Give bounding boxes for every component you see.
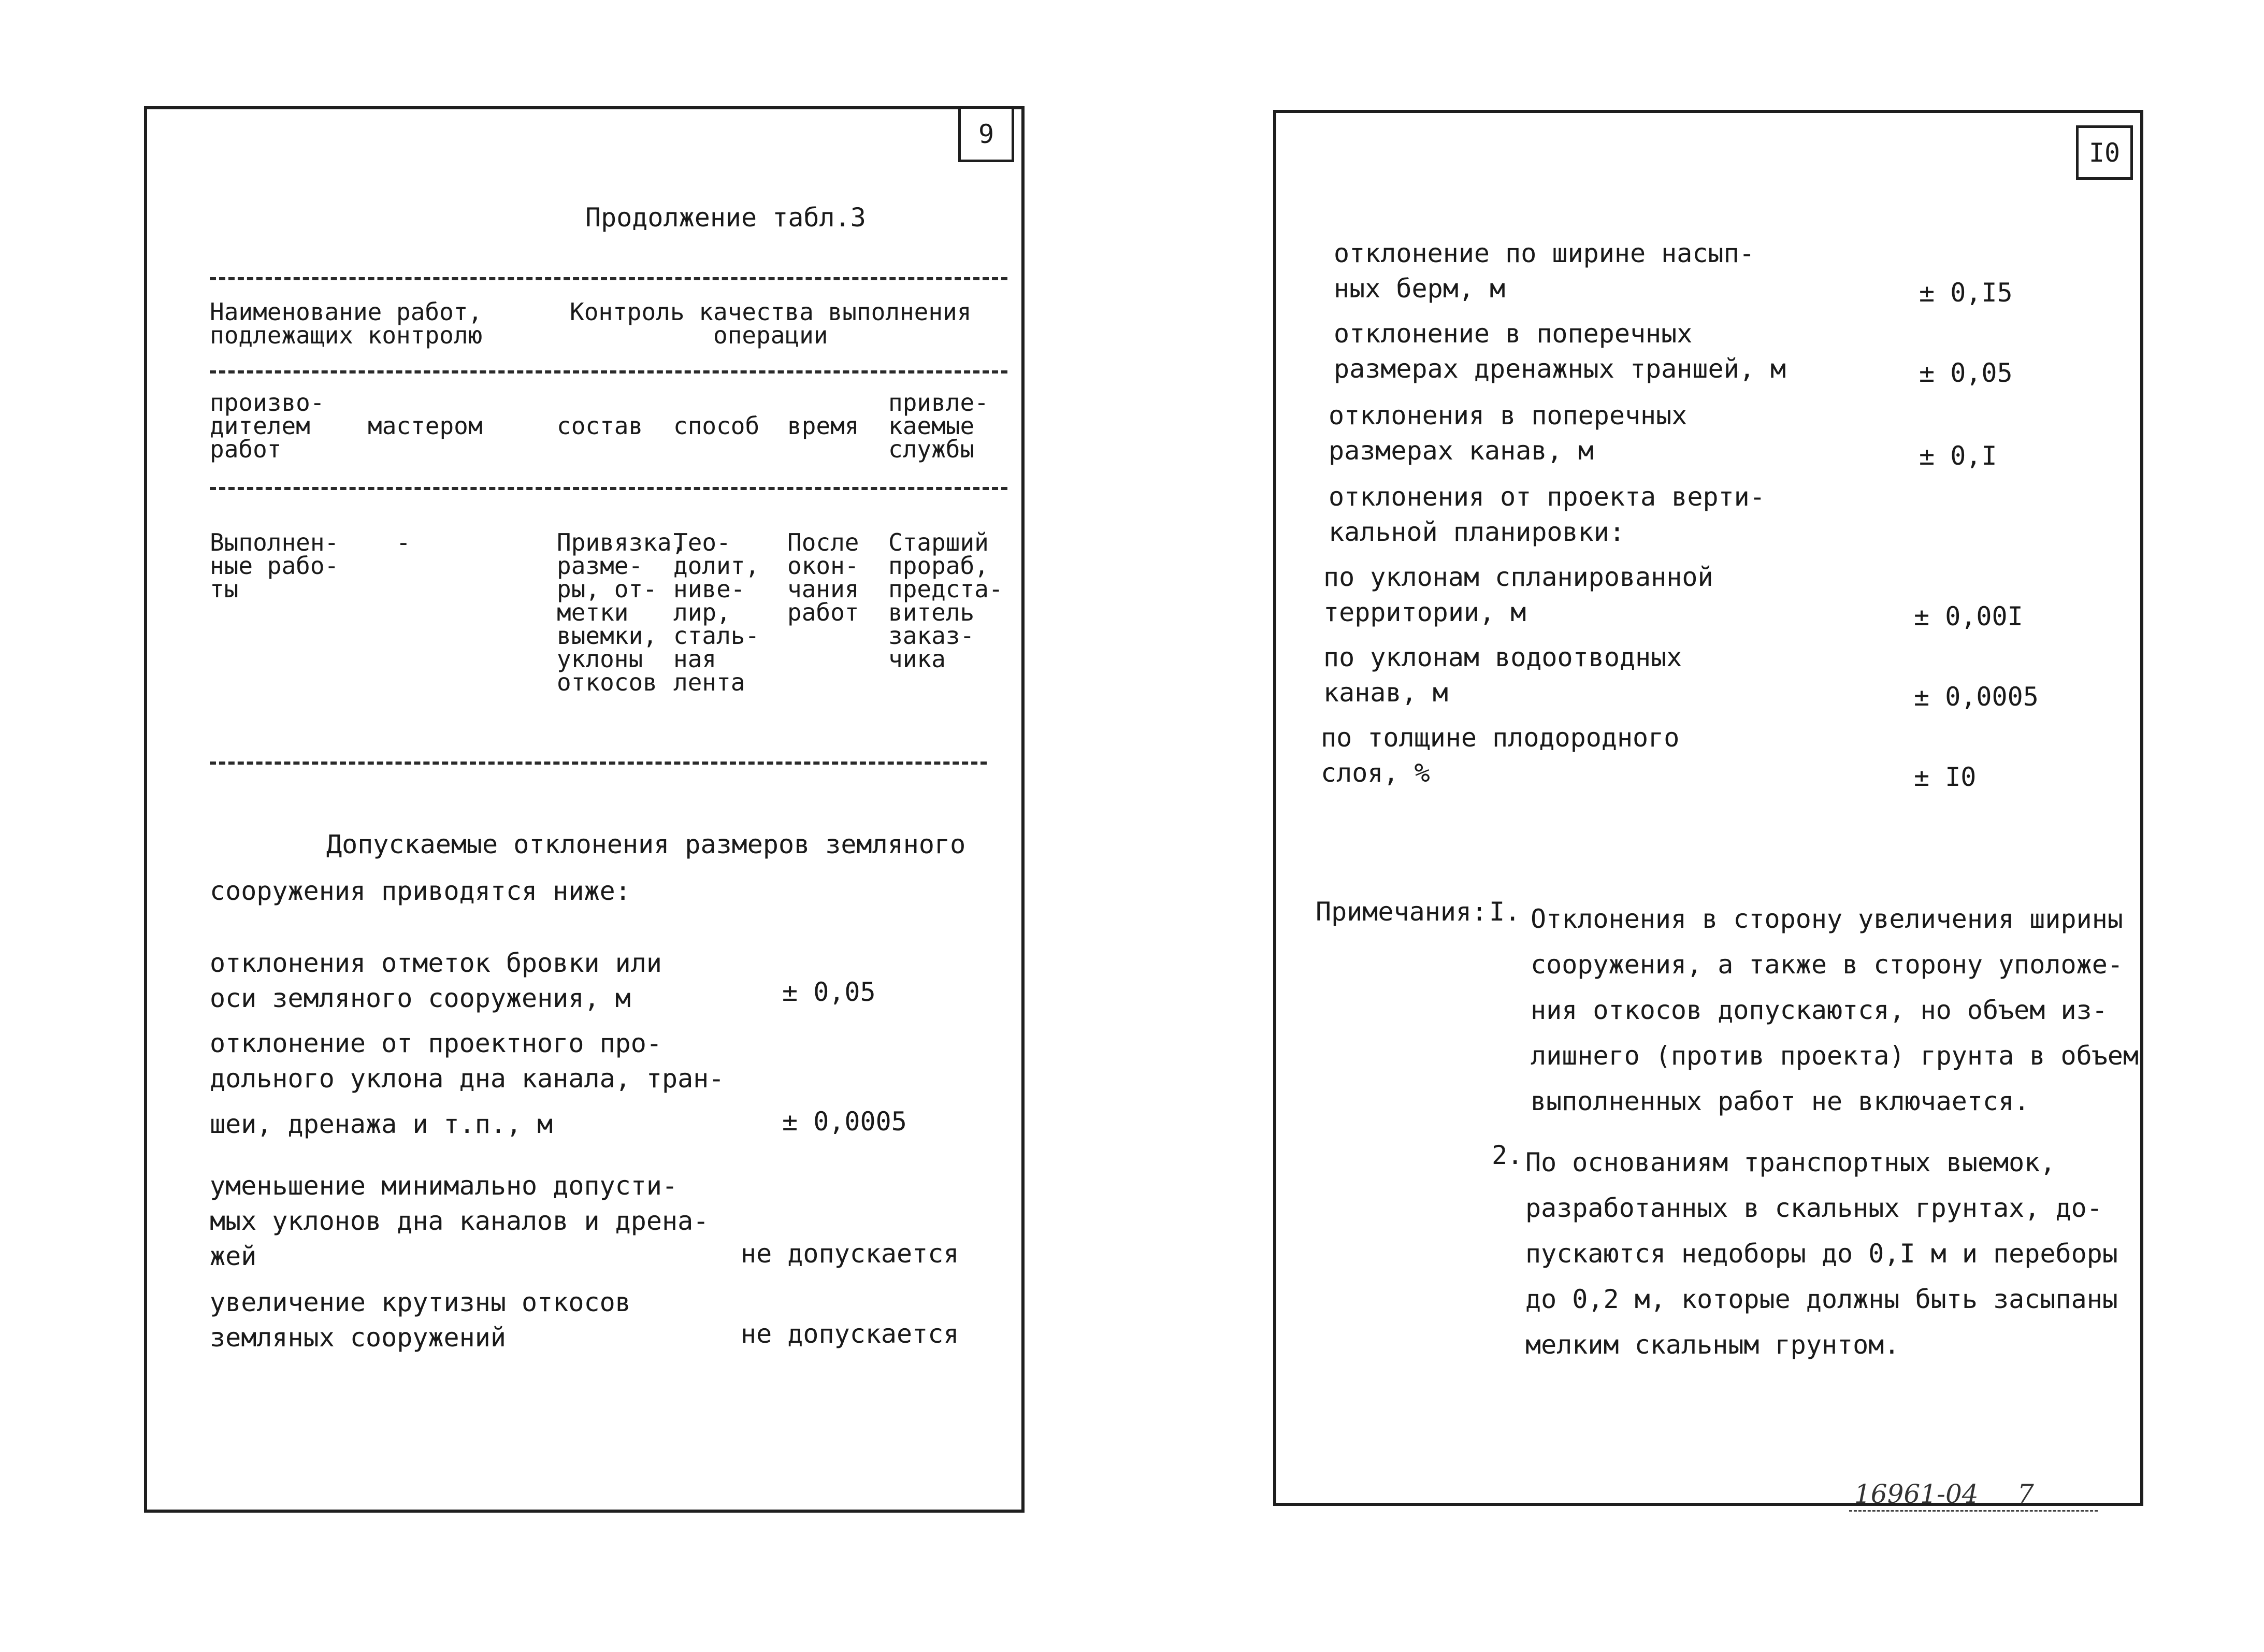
- notes-label: Примечания:: [1316, 897, 1488, 927]
- cell-producer: Выполнен- ные рабо- ты: [210, 528, 339, 603]
- tolerance-value: ± 0,05: [782, 977, 876, 1007]
- tolerance-text: шеи, дренажа и т.п., м: [210, 1109, 553, 1139]
- document-stamp: 16961-04: [1854, 1479, 1979, 1509]
- tolerance-text: по уклонам спланированной территории, м: [1323, 562, 1713, 627]
- tolerance-value: ± I0: [1914, 762, 1977, 792]
- tolerance-value: ± 0,0005: [1914, 682, 2039, 712]
- cell-method: Тео- долит, ниве- лир, сталь- ная лента: [673, 528, 760, 696]
- subheader-services: привле- каемые службы: [888, 389, 989, 463]
- page-number-left: 9: [958, 106, 1014, 162]
- cell-services: Старший прораб, предста- витель заказ- чика: [888, 528, 1003, 673]
- cell-time: После окон- чания работ: [787, 528, 859, 626]
- tolerance-value: ± 0,0005: [782, 1107, 907, 1137]
- subheader-time: время: [787, 412, 859, 440]
- tolerance-text: отклонения от проекта верти- кальной планировки:: [1329, 482, 1765, 547]
- tolerance-text: по толщине плодородного слоя, %: [1321, 723, 1680, 788]
- tolerance-text: отклонения в поперечных размерах канав, м: [1329, 400, 1688, 466]
- header-quality-control: Контроль качества выполнения операции: [570, 298, 972, 349]
- tolerance-value: не допускается: [741, 1319, 959, 1349]
- tolerance-text: отклонение от проектного про- дольного уклона дна канала, тран-: [210, 1028, 725, 1094]
- note-number: 2.: [1492, 1140, 1523, 1170]
- tolerance-text: уменьшение минимально допусти- мых уклонов дна каналов и дрена- жей: [210, 1171, 709, 1271]
- table-rule: [210, 277, 1007, 280]
- tolerance-value: ± 0,05: [1919, 358, 2013, 388]
- sheet-number: 7: [2017, 1479, 2034, 1509]
- intro-line-2: сооружения приводятся ниже:: [210, 876, 631, 906]
- tolerance-value: не допускается: [741, 1239, 959, 1269]
- table-rule: [210, 762, 987, 765]
- cell-master: -: [396, 528, 411, 556]
- table-continuation-title: Продолжение табл.3: [585, 203, 866, 233]
- tolerance-value: ± 0,I: [1919, 441, 1997, 471]
- tolerance-text: отклонение в поперечных размерах дренажных траншей, м: [1334, 319, 1786, 384]
- tolerance-value: ± 0,I5: [1919, 278, 2013, 308]
- tolerance-text: отклонения отметок бровки или оси земляного сооружения, м: [210, 948, 662, 1013]
- page-number-right: I0: [2076, 125, 2133, 180]
- subheader-master: мастером: [368, 412, 483, 440]
- table-rule: [210, 487, 1007, 490]
- subheader-method: способ: [673, 412, 760, 440]
- tolerance-text: увеличение крутизны откосов земляных сооружений: [210, 1287, 631, 1353]
- subheader-composition: состав: [557, 412, 643, 440]
- intro-line-1: Допускаемые отклонения размеров земляного: [326, 829, 966, 859]
- tolerance-text: по уклонам водоотводных канав, м: [1323, 642, 1682, 708]
- tolerance-text: отклонение по ширине насып- ных берм, м: [1334, 238, 1755, 304]
- note-text: Отклонения в сторону увеличения ширины сооружения, а также в сторону уположе- ния откосов допускаются, но объем из- лишнего (против проекта) грунта в объем выполненных работ не включается.: [1531, 904, 2139, 1116]
- stamp-underline: [1849, 1510, 2098, 1512]
- cell-composition: Привязка, разме- ры, от- метки выемки, уклоны откосов: [557, 528, 686, 696]
- subheader-producer: произво- дителем работ: [210, 389, 325, 463]
- table-rule: [210, 370, 1007, 374]
- tolerance-value: ± 0,00I: [1914, 601, 2023, 631]
- header-work-name: Наименование работ, подлежащих контролю: [210, 298, 483, 349]
- note-text: По основаниям транспортных выемок, разработанных в скальных грунтах, до- пускаются недоборы до 0,I м и переборы до 0,2 м, которые должны быть засыпаны мелким скальным грунтом.: [1525, 1147, 2118, 1360]
- note-number: I.: [1489, 897, 1521, 927]
